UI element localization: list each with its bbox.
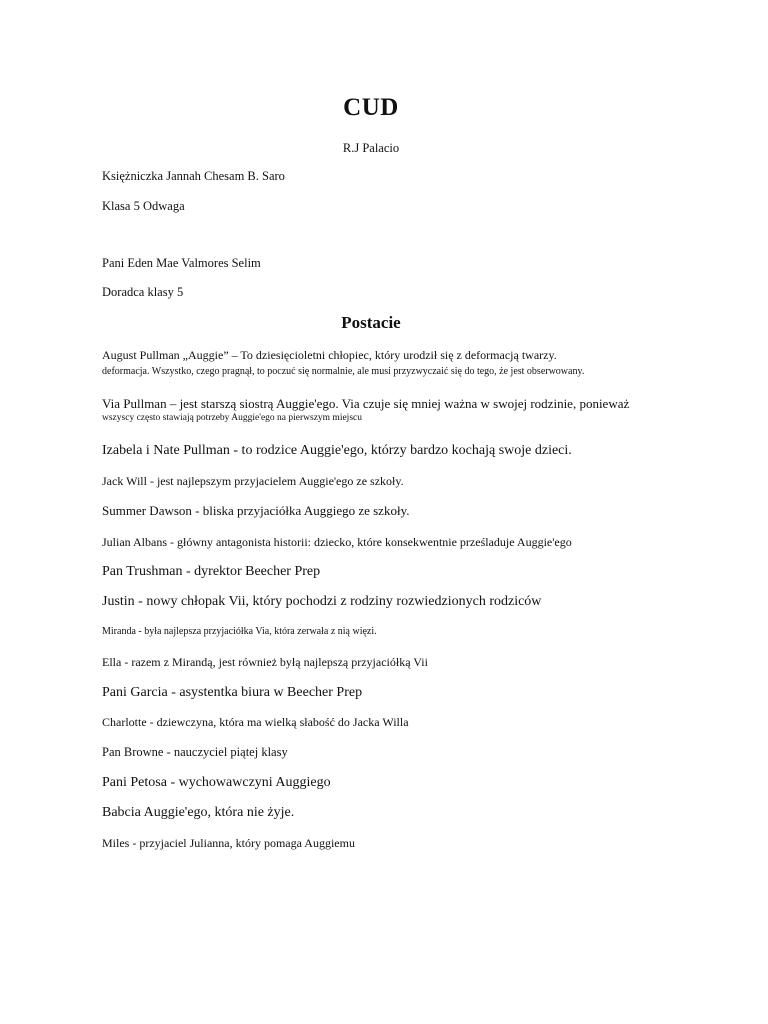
- student-name: Księżniczka Jannah Chesam B. Saro: [102, 169, 285, 183]
- character-browne: Pan Browne - nauczyciel piątej klasy: [102, 745, 288, 759]
- character-trushman: Pan Trushman - dyrektor Beecher Prep: [102, 564, 321, 579]
- character-parents: Izabela i Nate Pullman - to rodzice Auggie'ego, którzy bardzo kochają swoje dzieci.: [102, 443, 572, 458]
- character-justin: Justin - nowy chłopak Vii, który pochodzi z rodziny rozwiedzionych rodziców: [102, 594, 542, 609]
- teacher-role: Doradca klasy 5: [102, 285, 184, 299]
- student-class: Klasa 5 Odwaga: [102, 199, 185, 213]
- character-petosa: Pani Petosa - wychowawczyni Auggiego: [102, 775, 331, 790]
- document-author: R.J Palacio: [342, 141, 400, 155]
- character-via-line2: wszyscy często stawiają potrzeby Auggie'ego na pierwszym miejscu: [102, 413, 362, 423]
- document-title: CUD: [343, 94, 399, 121]
- character-ella: Ella - razem z Mirandą, jest również byłą najlepszą przyjaciółką Vii: [102, 655, 428, 669]
- character-grandmother: Babcia Auggie'ego, która nie żyje.: [102, 805, 295, 820]
- character-august-line2: deformacja. Wszystko, czego pragnął, to poczuć się normalnie, ale musi przyzwyczaić się do tego, że jest obserwowany.: [102, 366, 585, 377]
- character-jack: Jack Will - jest najlepszym przyjacielem Auggie'ego ze szkoły.: [102, 474, 404, 488]
- character-garcia: Pani Garcia - asystentka biura w Beecher Prep: [102, 685, 363, 700]
- character-via-line1: Via Pullman – jest starszą siostrą Auggie'ego. Via czuje się mniej ważna w swojej rodzinie, ponieważ: [102, 396, 630, 411]
- character-august-line1: August Pullman „Auggie” – To dziesięcioletni chłopiec, który urodził się z deformacją twarzy.: [102, 348, 557, 362]
- character-summer: Summer Dawson - bliska przyjaciółka Auggiego ze szkoły.: [102, 503, 410, 518]
- character-charlotte: Charlotte - dziewczyna, która ma wielką słabość do Jacka Willa: [102, 715, 409, 729]
- character-miles: Miles - przyjaciel Julianna, który pomaga Auggiemu: [102, 836, 355, 850]
- character-miranda: Miranda - była najlepsza przyjaciółka Via, która zerwała z nią więzi.: [102, 626, 377, 637]
- teacher-name: Pani Eden Mae Valmores Selim: [102, 256, 261, 270]
- character-julian: Julian Albans - główny antagonista historii: dziecko, które konsekwentnie prześladuje Auggie'ego: [102, 535, 572, 549]
- section-heading-characters: Postacie: [341, 313, 401, 332]
